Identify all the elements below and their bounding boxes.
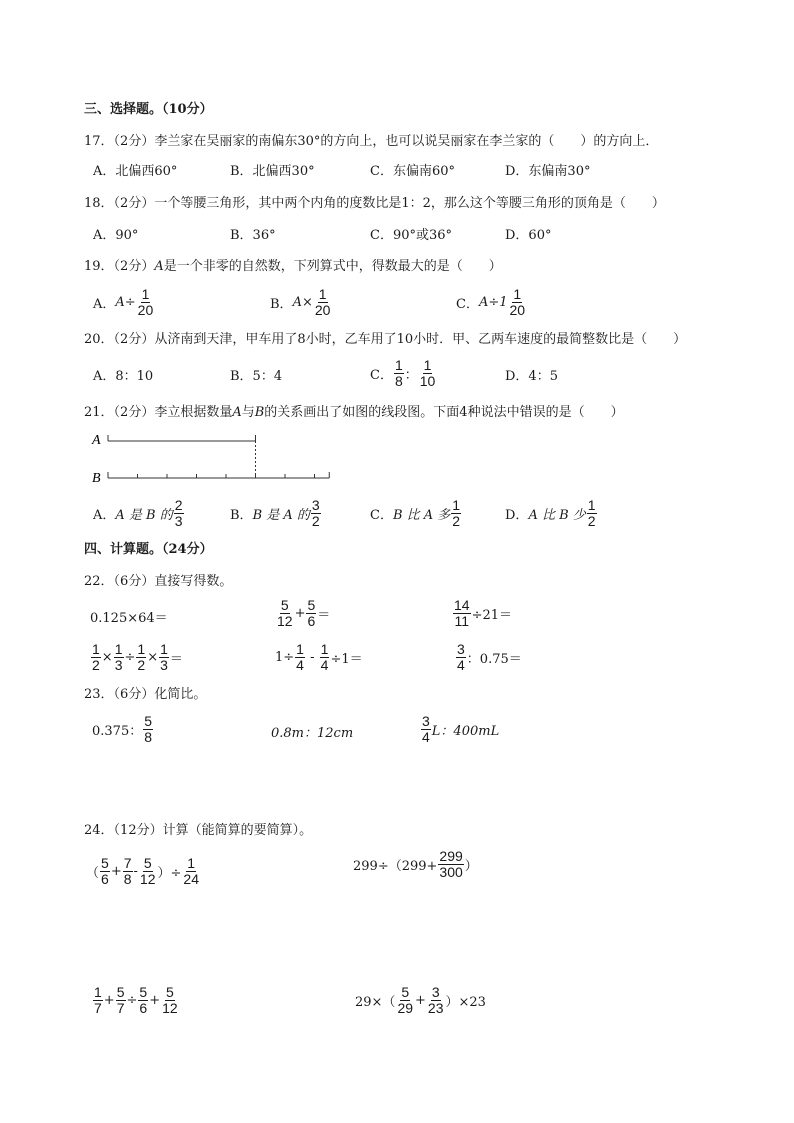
q23-e3-num: 3 [422, 713, 430, 729]
q22-expr-5 [275, 642, 363, 673]
q19-a-den: 20 [137, 302, 154, 318]
q21-d-num: 1 [587, 497, 596, 513]
q24-expr-1 [86, 856, 201, 887]
q20-c-prefix: C． [370, 368, 393, 383]
q23-e1-pre: 0.375： [92, 724, 143, 739]
q24-e3-frac4 [161, 985, 179, 1016]
q24-e3-frac2 [116, 985, 126, 1016]
q17-option-b[interactable]: B．北偏西30° [230, 164, 315, 179]
q21-var-a: A [232, 405, 242, 420]
q20-option-c[interactable] [370, 358, 437, 389]
q23-expr-3 [420, 714, 499, 745]
q22-e2-n1: 5 [280, 597, 289, 613]
q22-e1-text: 0.125×64＝ [90, 611, 168, 626]
q21-option-b[interactable] [230, 498, 322, 529]
q21-c-prefix: C． [370, 508, 393, 523]
q22-expr-4 [90, 642, 183, 673]
q20-c-den2: 10 [419, 373, 436, 389]
q23-e2-text: 0.8m：12cm [271, 726, 354, 741]
q21-b-prefix: B． [230, 508, 253, 523]
q22-e4-eq: ＝ [169, 652, 183, 667]
q19-a-num: 1 [141, 286, 150, 302]
q22-e4-frac1 [91, 642, 101, 673]
q24-e4-pre: 29×（ [355, 995, 396, 1010]
q24-e1-open: （ [86, 866, 100, 881]
q21-c-num: 1 [452, 497, 461, 513]
q23-e1-den: 8 [144, 729, 153, 745]
q21-stem-rest: 的关系画出了如图的线段图。下面4种说法中错误的是（ ） [264, 405, 624, 420]
q24-e2-n: 299 [439, 848, 463, 864]
q24-e3-d3: 6 [139, 1000, 148, 1016]
q22-e4-d1: 2 [92, 657, 100, 673]
q22-e4-o2: ÷ [124, 650, 136, 665]
q24-e1-frac2 [123, 856, 133, 887]
q24-e1-n2: 7 [123, 855, 132, 871]
q22-e5-d1: 4 [296, 657, 304, 673]
q24-e1-d4: 24 [183, 871, 199, 887]
q21-a-text: A 是 B 的 [115, 508, 173, 523]
diagram-label-a: A [92, 433, 101, 448]
q22-stem: 22．（6分）直接写得数。 [84, 574, 233, 589]
q24-e3-n3: 5 [139, 984, 148, 1000]
q21-stem [84, 404, 624, 422]
q19-c-num: 1 [513, 286, 522, 302]
q24-e3-o3: + [149, 993, 161, 1008]
q21-option-c[interactable] [370, 498, 462, 529]
q21-c-text: B 比 A 多 [392, 508, 451, 523]
q18-option-b[interactable]: B．36° [230, 228, 276, 243]
q19-stem-var: A [154, 259, 164, 274]
q18-option-d[interactable]: D．60° [505, 228, 552, 243]
q19-option-b[interactable] [270, 287, 332, 318]
q22-e6-d1: 4 [457, 657, 465, 673]
q21-stem-mid: 与 [241, 405, 255, 420]
q24-e1-frac4 [182, 856, 200, 887]
q17-option-a[interactable]: A．北偏西60° [93, 164, 178, 179]
q20-c-sep: ： [404, 368, 418, 383]
q23-e3-den: 4 [422, 729, 430, 745]
q19-a-fraction [137, 287, 155, 318]
q17-option-d[interactable]: D．东偏南30° [505, 164, 591, 179]
q22-e5-d2: 4 [320, 657, 329, 673]
q22-e2-eq: ＝ [317, 608, 331, 623]
q22-e5-n1: 1 [296, 641, 304, 657]
q22-e4-n2: 1 [114, 641, 123, 657]
q19-b-op: A× [292, 295, 313, 310]
q21-a-num: 2 [174, 497, 183, 513]
q24-e1-n3: 5 [143, 855, 152, 871]
q22-e6-n1: 3 [457, 641, 465, 657]
q24-e1-frac3 [139, 856, 157, 887]
q24-e3-n4: 5 [166, 984, 174, 1000]
q21-a-fraction [174, 498, 184, 529]
q21-option-d[interactable] [505, 498, 598, 529]
q24-stem: 24．（12分）计算（能简算的要简算）。 [84, 823, 313, 838]
q22-expr-3 [452, 598, 512, 629]
q22-e6-rest: ：0.75＝ [466, 652, 522, 667]
q22-e5-mid: - [305, 650, 319, 665]
q24-e1-n4: 1 [187, 855, 196, 871]
q24-e1-close: ）÷ [157, 866, 182, 881]
q24-e2-d: 300 [439, 864, 463, 880]
q24-e1-d1: 6 [101, 871, 109, 887]
q24-e1-d2: 8 [123, 871, 132, 887]
q22-e6-frac [456, 642, 466, 673]
q22-e2-d1: 12 [277, 613, 293, 629]
diagram-label-b: B [92, 471, 101, 486]
q24-expr-2 [353, 849, 478, 880]
q22-e4-n3: 1 [137, 641, 146, 657]
q22-e4-frac2 [114, 642, 124, 673]
q19-b-fraction [314, 287, 332, 318]
q20-c-fraction-2 [419, 358, 437, 389]
q22-e4-frac3 [136, 642, 146, 673]
q19-b-prefix: B． [270, 297, 293, 312]
q21-d-den: 2 [587, 513, 596, 529]
q21-b-num: 3 [311, 497, 320, 513]
q20-option-a[interactable]: A．8：10 [93, 369, 154, 384]
q22-e2-n2: 5 [307, 597, 316, 613]
q24-e3-frac1 [93, 985, 103, 1016]
q24-e2-close: ） [464, 859, 478, 874]
q21-d-prefix: D． [505, 508, 529, 523]
q24-e1-d3: 12 [139, 871, 156, 887]
segment-a [108, 435, 256, 441]
q22-expr-1 [90, 607, 168, 626]
q20-option-d[interactable]: D．4：5 [505, 369, 558, 384]
q22-e2-frac1 [276, 598, 294, 629]
q22-e4-frac4 [159, 642, 169, 673]
q21-b-fraction [311, 498, 321, 529]
q24-e4-frac2 [427, 985, 445, 1016]
q22-e5-rest: ÷1＝ [330, 652, 363, 667]
q24-expr-4 [355, 985, 486, 1016]
q18-option-c[interactable]: C．90°或36° [370, 228, 453, 243]
q19-option-c[interactable] [456, 287, 527, 318]
segment-b [108, 472, 329, 478]
q22-e2-d2: 6 [307, 613, 316, 629]
q21-var-b: B [254, 405, 265, 420]
q21-c-den: 2 [452, 513, 461, 529]
section-3-title: 三、选择题。（10分） [84, 102, 213, 117]
q21-b-text: B 是 A 的 [252, 508, 310, 523]
q20-stem: 20．（2分）从济南到天津，甲车用了8小时，乙车用了10小时．甲、乙两车速度的最简整数比是（ ） [84, 332, 687, 347]
q23-expr-1 [92, 714, 154, 745]
q23-e1-frac [143, 714, 153, 745]
q22-e3-frac [453, 598, 471, 629]
q24-expr-3 [92, 985, 180, 1016]
q17-stem: 17．（2分）李兰家在吴丽家的南偏东30°的方向上，也可以说吴丽家在李兰家的（ ）的方向上． [84, 134, 659, 149]
q22-e3-rest: ÷21＝ [471, 608, 513, 623]
q19-c-op: A÷1 [478, 295, 508, 310]
q24-e4-o1: + [415, 993, 426, 1008]
q22-e3-d1: 11 [454, 613, 470, 629]
q21-line-diagram [90, 428, 330, 488]
q24-e3-o1: + [103, 993, 115, 1008]
q22-e5-frac1 [295, 642, 305, 673]
q24-e3-d2: 7 [116, 1000, 125, 1016]
q20-c-den1: 8 [394, 373, 403, 389]
q19-b-num: 1 [318, 286, 327, 302]
q24-e4-d2: 23 [427, 1000, 444, 1016]
q19-option-a[interactable] [93, 287, 155, 318]
q24-e3-d1: 7 [94, 1000, 102, 1016]
q24-e1-n1: 5 [101, 855, 109, 871]
q21-b-den: 2 [311, 513, 320, 529]
q19-a-prefix: A． [93, 297, 116, 312]
q19-stem-num: 19．（2分） [84, 259, 155, 274]
q24-e3-frac3 [138, 985, 148, 1016]
q22-e5-frac2 [320, 642, 330, 673]
q23-expr-2 [271, 722, 353, 741]
q22-e4-d4: 3 [160, 657, 168, 673]
q24-e4-n1: 5 [401, 984, 410, 1000]
q22-expr-2 [275, 598, 330, 629]
q19-c-prefix: C． [456, 297, 479, 312]
q22-e5-pre: 1÷ [275, 650, 295, 665]
q22-e2-frac2 [306, 598, 316, 629]
q18-stem: 18．（2分）一个等腰三角形，其中两个内角的度数比是1：2，那么这个等腰三角形的顶角是（ ） [84, 196, 665, 211]
q22-expr-6 [455, 642, 522, 673]
q24-e2-pre: 299÷（299+ [353, 859, 438, 874]
q24-e3-o2: ÷ [126, 993, 138, 1008]
q21-a-prefix: A． [93, 508, 116, 523]
q21-stem-num: 21．（2分）李立根据数量 [84, 405, 233, 420]
q20-c-num1: 1 [394, 357, 403, 373]
q24-e4-n2: 3 [431, 984, 440, 1000]
q22-e4-n1: 1 [92, 641, 100, 657]
q24-e4-frac1 [396, 985, 414, 1016]
q24-e2-frac [438, 849, 463, 880]
section-4-title: 四、计算题。（24分） [84, 542, 213, 557]
q18-option-a[interactable]: A．90° [93, 228, 139, 243]
q22-e3-n1: 14 [454, 597, 470, 613]
q23-stem: 23．（6分）化简比。 [84, 687, 207, 702]
q19-stem-rest: 是一个非零的自然数，下列算式中，得数最大的是（ ） [163, 259, 502, 274]
q24-e3-n1: 1 [94, 984, 102, 1000]
q20-c-fraction-1 [394, 358, 404, 389]
q23-e1-num: 5 [144, 713, 153, 729]
q19-stem [84, 258, 502, 276]
q17-option-c[interactable]: C．东偏南60° [370, 164, 455, 179]
q22-e4-d3: 2 [137, 657, 146, 673]
q24-e3-n2: 5 [116, 984, 125, 1000]
q20-c-num2: 1 [423, 357, 432, 373]
q20-option-b[interactable]: B．5：4 [230, 369, 283, 384]
q21-d-fraction [587, 498, 597, 529]
q22-e4-o1: × [101, 650, 113, 665]
q19-c-den: 20 [509, 302, 526, 318]
q24-e3-d4: 12 [162, 1000, 178, 1016]
q21-a-den: 3 [174, 513, 183, 529]
q22-e4-d2: 3 [114, 657, 123, 673]
q24-e4-d1: 29 [397, 1000, 414, 1016]
q19-a-op: A÷ [115, 295, 136, 310]
q21-c-fraction [451, 498, 461, 529]
q21-option-a[interactable] [93, 498, 185, 529]
q24-e4-close: ）×23 [445, 995, 486, 1010]
q22-e2-op: + [294, 606, 306, 621]
q24-e1-frac1 [100, 856, 110, 887]
q22-e4-o3: × [147, 650, 159, 665]
q19-b-den: 20 [314, 302, 331, 318]
q22-e4-n4: 1 [160, 641, 168, 657]
q19-c-fraction [509, 287, 527, 318]
q22-e5-n2: 1 [320, 641, 329, 657]
q23-e3-rest: L：400mL [431, 724, 500, 739]
q24-e1-o1: + [110, 864, 122, 879]
q24-e1-o2: - [133, 864, 138, 879]
q21-d-text: A 比 B 少 [528, 508, 586, 523]
q23-e3-frac [421, 714, 431, 745]
